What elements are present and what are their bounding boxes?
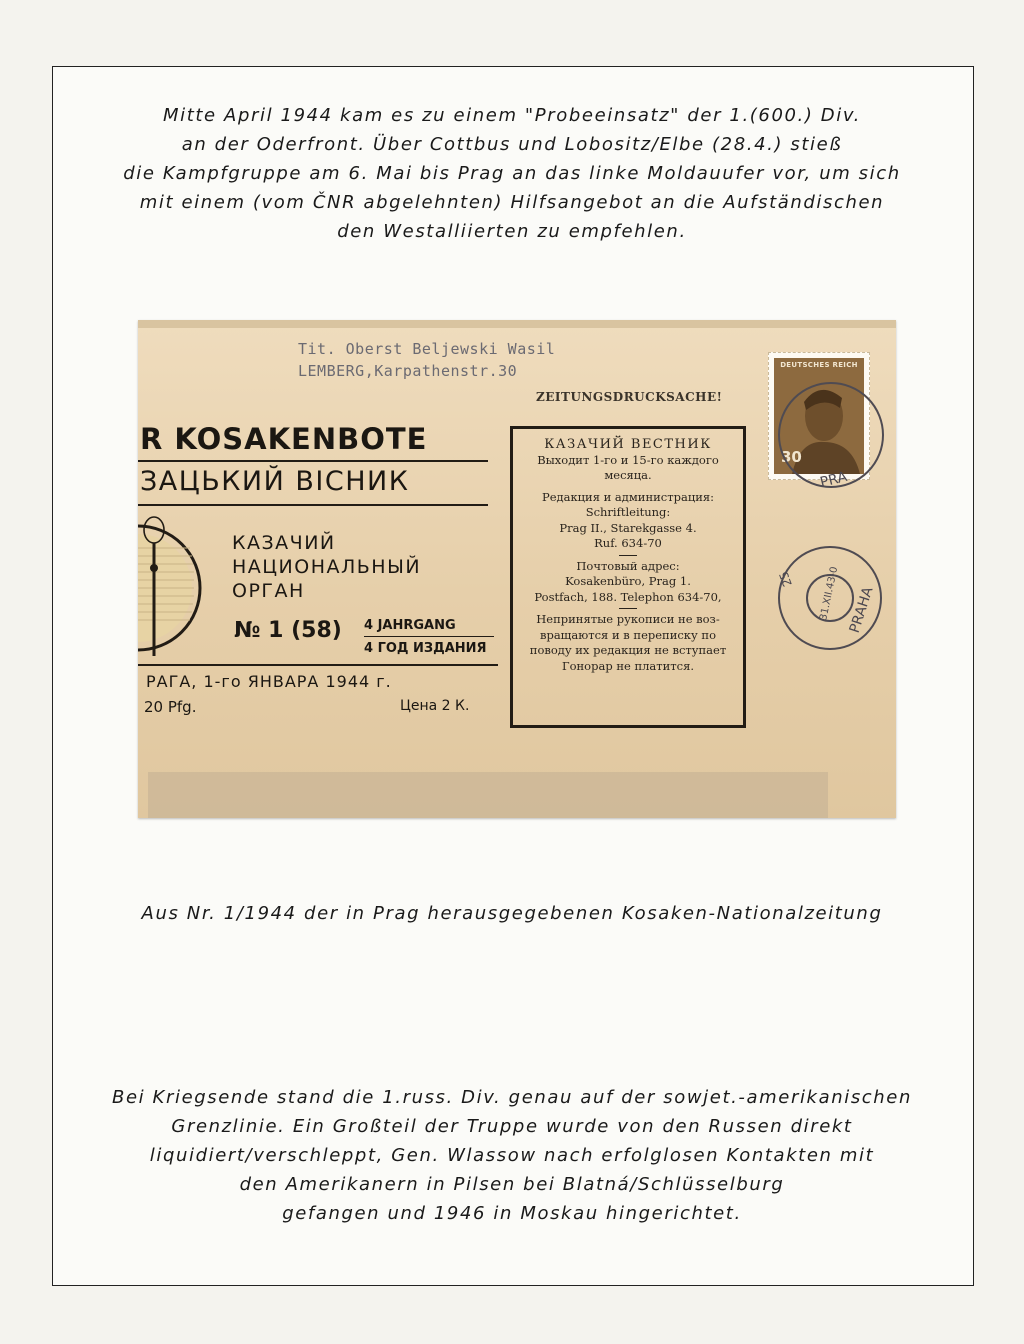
dateline: РАГА, 1-го ЯНВАРА 1944 г.	[146, 672, 392, 691]
intro-line: die Kampfgruppe am 6. Mai bis Prag an das linke Moldauufer vor, um sich	[123, 163, 901, 184]
organ-line: НАЦИОНАЛЬНЫЙ	[232, 556, 422, 578]
info-line: Kosakenbüro, Prag 1.	[565, 574, 691, 588]
stamp-country: DEUTSCHES REICH	[780, 361, 858, 369]
masthead-subtitle: ЗАЦЬКИЙ ВІСНИК	[140, 466, 410, 497]
address-line: LEMBERG,Karpathenstr.30	[298, 362, 518, 380]
intro-line: den Westalliierten zu empfehlen.	[337, 221, 687, 242]
wrapper-bottom-band	[148, 772, 828, 818]
info-line: Schriftleitung:	[585, 505, 671, 519]
masthead-title: R KOSAKENBOTE	[140, 422, 428, 456]
masthead-rule	[138, 504, 488, 506]
postmark-number: 25	[776, 569, 795, 589]
intro-line: an der Oderfront. Über Cottbus und Lobositz/Elbe (28.4.) stieß	[181, 134, 843, 155]
info-line: Непринятые рукописи не воз-	[536, 612, 720, 626]
address-line: Tit. Oberst Beljewski Wasil	[298, 340, 556, 358]
info-box-title: КАЗАЧИЙ ВЕСТНИК	[544, 437, 712, 452]
info-line: Выходит 1-го и 15-го каждого	[537, 452, 719, 467]
emblem-icon	[138, 508, 218, 668]
postmark-city: PRAHA	[846, 585, 877, 635]
info-line: месяца.	[604, 468, 652, 482]
info-divider	[619, 555, 637, 556]
outro-text	[0, 1083, 1024, 1228]
editorial-info-box	[510, 426, 746, 728]
year-russian: 4 ГОД ИЗДАНИЯ	[364, 641, 487, 656]
newspaper-wrapper	[138, 320, 896, 818]
postmark-date: 31.XII.43-0	[818, 565, 841, 622]
price-german: 20 Pfg.	[144, 698, 197, 716]
masthead-rule	[138, 460, 488, 462]
intro-text	[0, 101, 1024, 246]
issue-number: № 1 (58)	[234, 618, 342, 643]
year-german: 4 JAHRGANG	[364, 618, 456, 633]
info-line: Редакция и администрация:	[541, 489, 715, 504]
year-rule	[364, 636, 494, 637]
outro-line: gefangen und 1946 in Moskau hingerichtet.	[282, 1203, 742, 1224]
info-line: Prag II., Starekgasse 4.	[559, 520, 697, 535]
postmark-city: PRA	[818, 468, 849, 492]
info-line: Postfach, 188. Telephon 634-70,	[534, 589, 722, 604]
info-line: поводу их редакция не вступает	[529, 643, 727, 657]
info-line: Гонорар не платится.	[561, 658, 695, 673]
caption-text: Aus Nr. 1/1944 der in Prag herausgegebenen Kosaken-Nationalzeitung	[141, 903, 883, 924]
stamp-value: 30	[781, 448, 802, 466]
dateline-rule	[138, 664, 498, 666]
info-line: Почтовый адрес:	[576, 558, 680, 573]
intro-line: mit einem (vom ČNR abgelehnten) Hilfsangebot an die Aufständischen	[139, 192, 885, 213]
info-divider	[619, 608, 637, 609]
info-line: Ruf. 634-70	[594, 536, 662, 550]
outro-line: den Amerikanern in Pilsen bei Blatná/Schlüsselburg	[239, 1174, 785, 1195]
organ-line: ОРГАН	[232, 580, 305, 602]
outro-line: Bei Kriegsende stand die 1.russ. Div. genau auf der sowjet.-amerikanischen	[112, 1087, 912, 1108]
intro-line: Mitte April 1944 kam es zu einem "Probeeinsatz" der 1.(600.) Div.	[163, 105, 861, 126]
organ-line: КАЗАЧИЙ	[232, 532, 336, 554]
wrapper-top-band	[138, 320, 896, 328]
outro-line: Grenzlinie. Ein Großteil der Truppe wurde von den Russen direkt	[171, 1116, 853, 1137]
price-russian: Цена 2 К.	[400, 698, 470, 714]
printed-matter-label: ZEITUNGSDRUCKSACHE!	[536, 390, 723, 404]
info-line: вращаются и в переписку по	[539, 627, 717, 642]
outro-line: liquidiert/verschleppt, Gen. Wlassow nach erfolglosen Kontakten mit	[149, 1145, 875, 1166]
